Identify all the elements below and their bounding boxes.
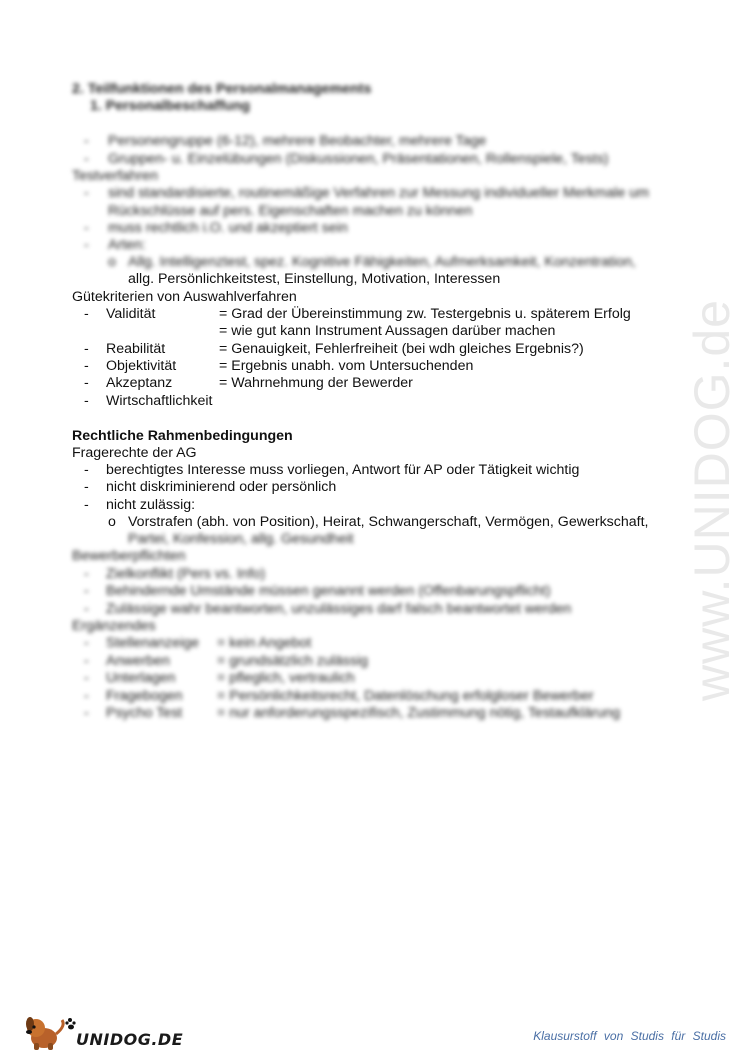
unidog-logo — [22, 1012, 184, 1052]
blurred-line: Gruppen- u. Einzelübungen (Diskussionen, Präsentationen, Rollenspiele, Tests) — [108, 151, 609, 167]
criteria-term: Akzeptanz — [106, 375, 173, 391]
criteria-definition: = Wahrnehmung der Bewerder — [219, 375, 413, 391]
supplement-definition: = pfleglich, vertraulich — [217, 670, 355, 686]
bullet: - — [84, 635, 89, 651]
section-heading: 2. Teilfunktionen des Personalmanagements — [72, 81, 372, 97]
blurred-line: Arten: — [108, 237, 146, 253]
bullet: - — [84, 670, 89, 686]
legal-item: berechtigtes Interesse muss vorliegen, Antwort für AP oder Tätigkeit wichtig — [106, 462, 580, 478]
criteria-definition: = Ergebnis unabh. vom Untersuchenden — [219, 358, 474, 374]
blurred-line: Testverfahren — [72, 168, 158, 184]
bullet: - — [84, 341, 89, 357]
bullet: - — [84, 151, 89, 167]
blurred-line: Personengruppe (6-12), mehrere Beobachter, mehrere Tage — [108, 133, 487, 149]
supplement-definition: = nur anforderungsspezifisch, Zustimmung nötig, Testaufklärung — [217, 705, 621, 721]
bullet: - — [84, 688, 89, 704]
bullet: - — [84, 479, 89, 495]
supplement-term: Fragebogen — [106, 688, 183, 704]
criteria-definition: = Grad der Übereinstimmung zw. Testergebnis u. späterem Erfolg — [219, 306, 631, 322]
blurred-line: Behindernde Umstände müssen genannt werden (Offenbarungspflicht) — [106, 583, 551, 599]
supplement-term: Unterlagen — [106, 670, 176, 686]
criteria-term: Validität — [106, 306, 156, 322]
subsection-heading: 1. Personalbeschaffung — [90, 98, 251, 114]
criteria-heading: Gütekriterien von Auswahlverfahren — [72, 289, 297, 305]
sub-bullet: o — [108, 514, 116, 530]
blurred-line: Rückschlüsse auf pers. Eigenschaften machen zu können — [108, 203, 473, 219]
supplement-term: Psycho Test — [106, 705, 183, 721]
watermark: www.UNIDOG.de — [684, 299, 740, 701]
bullet: - — [84, 583, 89, 599]
blurred-line: Allg. Intelligenztest, spez. Kognitive Fähigkeiten, Aufmerksamkeit, Konzentration, — [128, 254, 636, 270]
bullet: - — [84, 237, 89, 253]
blurred-line: Ergänzendes — [72, 618, 156, 634]
supplement-definition: = grundsätzlich zulässig — [217, 653, 369, 669]
blurred-line: Zielkonflikt (Pers vs. Info) — [106, 566, 266, 582]
bullet: - — [84, 306, 89, 322]
supplement-definition: = kein Angebot — [217, 635, 312, 651]
blurred-line: Partei, Konfession, allg. Gesundheit — [128, 531, 354, 547]
bullet: - — [84, 566, 89, 582]
bullet: - — [84, 462, 89, 478]
logo-text: UNIDOG.DE — [76, 1030, 184, 1049]
criteria-term: Objektivität — [106, 358, 177, 374]
dog-icon — [22, 1012, 78, 1052]
footer-tagline: Klausurstoff von Studis für Studis — [533, 1029, 726, 1043]
bullet: - — [84, 220, 89, 236]
legal-heading: Rechtliche Rahmenbedingungen — [72, 428, 293, 444]
tests-continuation: allg. Persönlichkeitstest, Einstellung, Motivation, Interessen — [128, 271, 501, 287]
legal-item: nicht zulässig: — [106, 497, 196, 513]
not-allowed-text: Vorstrafen (abh. von Position), Heirat, Schwangerschaft, Vermögen, Gewerkschaft, — [128, 514, 649, 530]
criteria-definition: = wie gut kann Instrument Aussagen darüber machen — [219, 323, 556, 339]
bullet: - — [84, 358, 89, 374]
blurred-line: muss rechtlich i.O. und akzeptiert sein — [108, 220, 348, 236]
criteria-term: Reabilität — [106, 341, 166, 357]
blurred-line: Bewerberpflichten — [72, 548, 186, 564]
supplement-term: Stellenanzeige — [106, 635, 200, 651]
questions-heading: Fragerechte der AG — [72, 445, 197, 461]
bullet: - — [84, 705, 89, 721]
bullet: - — [84, 497, 89, 513]
bullet: - — [84, 185, 89, 201]
bullet: o — [108, 254, 116, 270]
supplement-definition: = Persönlichkeitsrecht, Datenlöschung erfolgloser Bewerber — [217, 688, 594, 704]
legal-item: nicht diskriminierend oder persönlich — [106, 479, 337, 495]
bullet: - — [84, 133, 89, 149]
bullet: - — [84, 393, 89, 409]
blurred-line: Zulässige wahr beantworten, unzulässiges darf falsch beantwortet werden — [106, 601, 572, 617]
criteria-definition: = Genauigkeit, Fehlerfreiheit (bei wdh gleiches Ergebnis?) — [219, 341, 584, 357]
criteria-term: Wirtschaftlichkeit — [106, 393, 213, 409]
blurred-line: sind standardisierte, routinemäßige Verfahren zur Messung individueller Merkmale um — [108, 185, 649, 201]
bullet: - — [84, 653, 89, 669]
supplement-term: Anwerben — [106, 653, 170, 669]
bullet: - — [84, 601, 89, 617]
bullet: - — [84, 375, 89, 391]
